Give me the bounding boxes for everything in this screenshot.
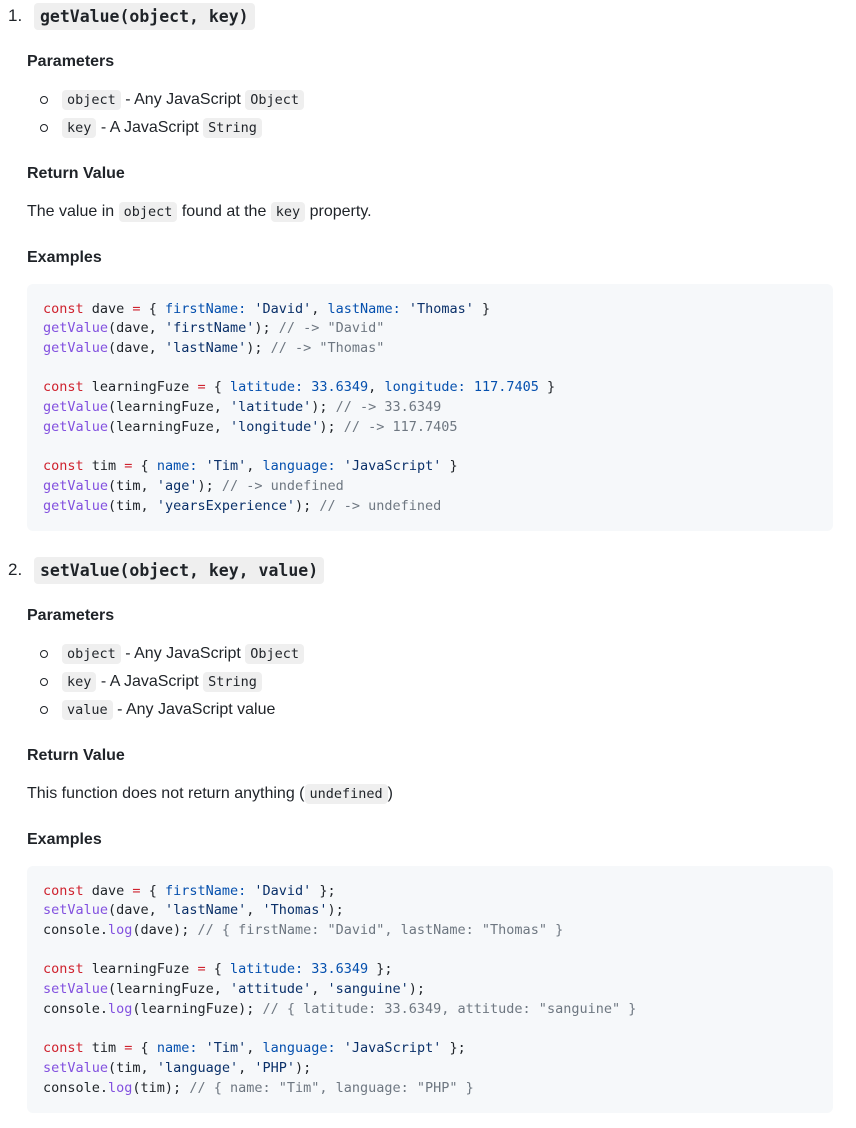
param-type: Object: [245, 644, 304, 664]
param-text: - Any JavaScript value: [112, 701, 276, 718]
section-2-code-block: [27, 866, 833, 1113]
return-text-part: ): [387, 785, 393, 802]
param-text: - Any JavaScript: [120, 645, 246, 662]
section-2-param-object: [40, 643, 304, 665]
code-line: getValue(dave, 'lastName'); // -> "Thomas": [43, 340, 385, 356]
param-code: key: [62, 672, 96, 692]
section-1-parameters-heading: Parameters: [27, 53, 115, 70]
code-line: console.log(dave); // { firstName: "David", lastName: "Thomas" }: [43, 922, 564, 938]
code-line: getValue(learningFuze, 'longitude'); // -> 117.7405: [43, 419, 458, 435]
return-text-part: property.: [305, 203, 372, 220]
bullet-icon: [40, 124, 48, 132]
code-line: getValue(learningFuze, 'latitude'); // -> 33.6349: [43, 399, 442, 415]
code-line: console.log(learningFuze); // { latitude: 33.6349, attitude: "sanguine" }: [43, 1001, 637, 1017]
param-code: object: [62, 644, 121, 664]
param-code: object: [62, 90, 121, 110]
param-text: - A JavaScript: [96, 119, 204, 136]
section-2-parameters-heading: Parameters: [27, 607, 115, 624]
return-text-part: This function does not return anything (: [27, 785, 305, 802]
code-line: getValue(dave, 'firstName'); // -> "David": [43, 320, 385, 336]
section-1-return-text: [27, 200, 372, 224]
section-2-heading: [8, 554, 324, 586]
return-code: key: [271, 202, 305, 222]
section-1-examples-heading: Examples: [27, 249, 102, 266]
section-2-param-key: [40, 671, 262, 693]
code-line: const learningFuze = { latitude: 33.6349 };: [43, 961, 393, 977]
param-code: value: [62, 700, 113, 720]
bullet-icon: [40, 96, 48, 104]
code-line: setValue(learningFuze, 'attitude', 'sanguine');: [43, 981, 426, 997]
bullet-icon: [40, 678, 48, 686]
section-1-heading: [8, 0, 255, 32]
param-type: String: [203, 672, 262, 692]
section-1-param-object: [40, 89, 304, 111]
param-type: Object: [245, 90, 304, 110]
return-code: object: [119, 202, 178, 222]
code-line: const learningFuze = { latitude: 33.6349, longitude: 117.7405 }: [43, 379, 556, 395]
code-line: console.log(tim); // { name: "Tim", language: "PHP" }: [43, 1080, 474, 1096]
section-1-param-key: [40, 117, 262, 139]
code-line: getValue(tim, 'yearsExperience'); // -> undefined: [43, 498, 442, 514]
code-line: setValue(tim, 'language', 'PHP');: [43, 1060, 312, 1076]
section-2-examples-heading: Examples: [27, 831, 102, 848]
code-line: const dave = { firstName: 'David', lastName: 'Thomas' }: [43, 301, 491, 317]
return-text-part: The value in: [27, 203, 119, 220]
section-2-return-text: [27, 782, 393, 806]
code-line: setValue(dave, 'lastName', 'Thomas');: [43, 902, 344, 918]
section-1-code-block: [27, 284, 833, 531]
bullet-icon: [40, 650, 48, 658]
return-text-part: found at the: [177, 203, 271, 220]
code-line: const tim = { name: 'Tim', language: 'JavaScript' }: [43, 458, 458, 474]
section-1-signature: getValue(object, key): [34, 3, 255, 30]
section-1-return-heading: Return Value: [27, 165, 125, 182]
return-code: undefined: [305, 784, 388, 804]
section-1-number: 1.: [8, 6, 23, 25]
bullet-icon: [40, 706, 48, 714]
section-2-number: 2.: [8, 560, 23, 579]
param-type: String: [203, 118, 262, 138]
section-2-signature: setValue(object, key, value): [34, 557, 324, 584]
section-2-return-heading: Return Value: [27, 747, 125, 764]
code-line: const dave = { firstName: 'David' };: [43, 883, 336, 899]
param-text: - A JavaScript: [96, 673, 204, 690]
section-2-param-value: [40, 699, 275, 721]
code-line: const tim = { name: 'Tim', language: 'JavaScript' };: [43, 1040, 466, 1056]
code-line: getValue(tim, 'age'); // -> undefined: [43, 478, 344, 494]
param-code: key: [62, 118, 96, 138]
param-text: - Any JavaScript: [120, 91, 246, 108]
